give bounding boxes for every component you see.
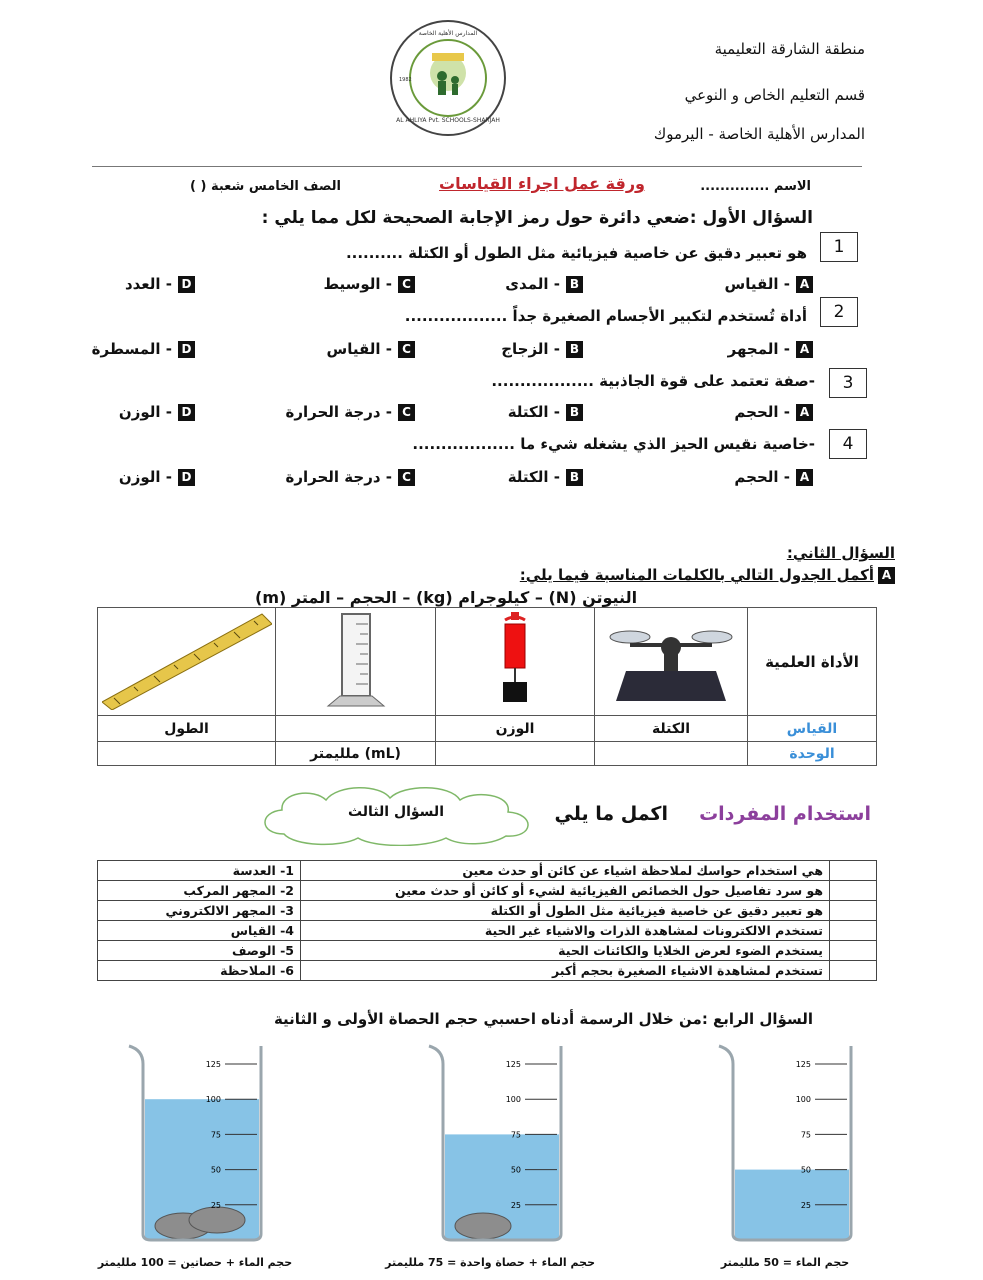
q1-item3-option-a[interactable] xyxy=(734,403,813,421)
svg-text:المدارس الأهلية الخاصة: المدارس الأهلية الخاصة xyxy=(418,30,478,37)
header-school: المدارس الأهلية الخاصة - اليرموك xyxy=(653,125,865,143)
option-letter: B xyxy=(566,276,583,293)
beaker-caption: حجم الماء + حصاتين = 100 ملليمتر xyxy=(97,1256,293,1269)
spring-scale-icon xyxy=(485,610,545,710)
scale-label: 75 xyxy=(800,1130,811,1140)
option-letter: D xyxy=(178,404,195,421)
q1-item1-option-c[interactable] xyxy=(323,275,415,293)
table-row xyxy=(98,941,877,961)
beaker-caption: حجم الماء + حصاة واحدة = 75 ملليمتر xyxy=(385,1256,595,1269)
q1-item2-option-d[interactable] xyxy=(92,340,195,358)
term-cell: 2- المجهر المركب xyxy=(98,881,301,901)
beaker-icon xyxy=(115,1040,275,1252)
option-letter: A xyxy=(796,276,813,293)
answer-box[interactable] xyxy=(830,941,877,961)
term-cell: 5- الوصف xyxy=(98,941,301,961)
q2-word-bank: النيوتن (N) – كيلوجرام (kg) – الحجم – المتر (m) xyxy=(255,588,638,607)
q2-part-a xyxy=(520,566,895,584)
option-label: - الكتلة xyxy=(507,468,560,486)
q1-item3-text: -صفة تعتمد على قوة الجاذبية .................. xyxy=(491,372,815,390)
row-label-tool: الأداة العلمية xyxy=(748,608,877,716)
option-label: - الوسيط xyxy=(323,275,392,293)
q1-title: السؤال الأول :ضعي دائرة حول رمز الإجابة الصحيحة لكل مما يلي : xyxy=(261,208,813,228)
q1-item4-option-c[interactable] xyxy=(286,468,415,486)
school-logo xyxy=(388,18,508,138)
cell-graduated-cylinder xyxy=(276,608,436,716)
answer-box[interactable] xyxy=(830,921,877,941)
option-label: - الكتلة xyxy=(507,403,560,421)
header-district: منطقة الشارقة التعليمية xyxy=(714,40,865,58)
scale-label: 100 xyxy=(505,1095,521,1105)
term-cell: 1- العدسة xyxy=(98,861,301,881)
term-cell: 6- الملاحظة xyxy=(98,961,301,981)
option-label: - القياس xyxy=(724,275,790,293)
balance-scale-icon xyxy=(606,615,736,705)
svg-text:1982: 1982 xyxy=(399,77,412,83)
option-letter: D xyxy=(178,469,195,486)
stone xyxy=(189,1207,245,1233)
beaker-figure xyxy=(705,1040,865,1280)
option-label: - القياس xyxy=(326,340,392,358)
measure-cell[interactable]: الطول xyxy=(98,716,276,742)
q1-item2-option-c[interactable] xyxy=(327,340,415,358)
q1-item1-option-b[interactable] xyxy=(505,275,583,293)
q2-part-letter: A xyxy=(878,567,895,584)
q1-item1-number: 1 xyxy=(820,232,858,262)
option-label: - درجة الحرارة xyxy=(285,468,392,486)
cell-spring-scale xyxy=(436,608,595,716)
class-field-label: الصف الخامس شعبة ( ) xyxy=(190,179,341,194)
q1-item1-text: هو تعبير دقيق عن خاصية فيزيائية مثل الطول أو الكتلة .......... xyxy=(345,244,807,262)
q1-item4-text: -خاصية نقيس الحيز الذي يشغله شيء ما .................. xyxy=(412,435,815,453)
option-label: - الوزن xyxy=(118,468,172,486)
option-label: - الحجم xyxy=(734,468,790,486)
graduated-cylinder-icon xyxy=(306,610,406,710)
answer-box[interactable] xyxy=(830,881,877,901)
definition-cell: تستخدم لمشاهدة الاشياء الصغيرة بحجم أكبر xyxy=(301,961,830,981)
q1-item3-option-b[interactable] xyxy=(508,403,583,421)
scale-label: 100 xyxy=(205,1095,221,1105)
scale-label: 125 xyxy=(795,1060,811,1069)
measure-cell[interactable] xyxy=(276,716,436,742)
q3-instruction: اكمل ما يلي xyxy=(554,803,668,825)
option-label: - درجة الحرارة xyxy=(285,403,392,421)
q1-item4-number: 4 xyxy=(829,429,867,459)
option-letter: B xyxy=(566,341,583,358)
q2-part-text: أكمل الجدول التالي بالكلمات المناسبة فيما يلي: xyxy=(519,566,874,584)
scale-label: 125 xyxy=(505,1060,521,1069)
option-label: - الوزن xyxy=(118,403,172,421)
beaker-figure xyxy=(97,1040,293,1280)
q3-matching-table xyxy=(97,860,877,981)
scale-label: 75 xyxy=(210,1130,221,1140)
q1-item4-option-d[interactable] xyxy=(119,468,195,486)
q3-cloud xyxy=(254,786,538,846)
q1-item4-option-b[interactable] xyxy=(508,468,583,486)
q1-item3-option-c[interactable] xyxy=(286,403,415,421)
option-letter: B xyxy=(566,404,583,421)
table-row xyxy=(98,861,877,881)
q1-item1-option-a[interactable] xyxy=(725,275,813,293)
scale-label: 50 xyxy=(800,1165,811,1175)
answer-box[interactable] xyxy=(830,901,877,921)
option-label: - الحجم xyxy=(734,403,790,421)
measure-cell[interactable]: الكتلة xyxy=(595,716,748,742)
vocab-heading: استخدام المفردات xyxy=(699,803,871,825)
stone xyxy=(455,1213,511,1239)
option-label: - المجهر xyxy=(727,340,790,358)
beaker-icon xyxy=(705,1040,865,1252)
option-label: - العدد xyxy=(124,275,172,293)
option-letter: C xyxy=(398,469,415,486)
option-letter: A xyxy=(796,341,813,358)
q1-item3-number: 3 xyxy=(829,368,867,398)
option-letter: D xyxy=(178,341,195,358)
answer-box[interactable] xyxy=(830,961,877,981)
option-letter: C xyxy=(398,404,415,421)
scale-label: 25 xyxy=(800,1200,811,1210)
scale-label: 100 xyxy=(795,1095,811,1105)
table-row xyxy=(98,901,877,921)
cell-ruler xyxy=(98,608,276,716)
q1-item2-text: أداة تُستخدم لتكبير الأجسام الصغيرة جداً .................. xyxy=(404,307,807,325)
cloud-label: السؤال الثالث xyxy=(347,804,444,820)
scale-label: 50 xyxy=(210,1165,221,1175)
unit-cell[interactable]: ملليمتر (mL) xyxy=(276,742,436,766)
option-letter: C xyxy=(398,341,415,358)
row-label-measure: القياس xyxy=(748,716,877,742)
beaker-caption: حجم الماء = 50 ملليمتر xyxy=(720,1256,850,1269)
term-cell: 3- المجهر الالكتروني xyxy=(98,901,301,921)
ruler-icon xyxy=(102,610,272,710)
q4-title: السؤال الرابع :من خلال الرسمة أدناه احسبي حجم الحصاة الأولى و الثانية xyxy=(273,1010,813,1028)
definition-cell: هي استخدام حواسك لملاحظة اشياء عن كائن أو حدث معين xyxy=(301,861,830,881)
row-label-unit: الوحدة xyxy=(748,742,877,766)
unit-cell[interactable] xyxy=(98,742,276,766)
option-label: - الزجاج xyxy=(501,340,560,358)
scale-label: 125 xyxy=(205,1060,221,1069)
beaker-group xyxy=(0,1040,983,1280)
unit-cell[interactable] xyxy=(595,742,748,766)
definition-cell: تستخدم الالكترونات لمشاهدة الذرات والاشياء غير الحية xyxy=(301,921,830,941)
definition-cell: يستخدم الضوء لعرض الخلايا والكائنات الحية xyxy=(301,941,830,961)
answer-box[interactable] xyxy=(830,861,877,881)
header-divider xyxy=(92,166,862,167)
scale-label: 25 xyxy=(510,1200,521,1210)
beaker-icon xyxy=(415,1040,575,1252)
svg-text:AL AHLIYA Pvt. SCHOOLS-SHARJAH: AL AHLIYA Pvt. SCHOOLS-SHARJAH xyxy=(396,117,500,124)
unit-cell[interactable] xyxy=(436,742,595,766)
option-letter: A xyxy=(796,469,813,486)
q1-item1-option-d[interactable] xyxy=(125,275,195,293)
definition-cell: هو تعبير دقيق عن خاصية فيزيائية مثل الطول أو الكتلة xyxy=(301,901,830,921)
scale-label: 50 xyxy=(510,1165,521,1175)
q1-item2-number: 2 xyxy=(820,297,858,327)
beaker-figure xyxy=(385,1040,595,1280)
table-row xyxy=(98,881,877,901)
cell-balance xyxy=(595,608,748,716)
option-letter: A xyxy=(796,404,813,421)
option-letter: D xyxy=(178,276,195,293)
scale-label: 25 xyxy=(210,1200,221,1210)
q2-table xyxy=(97,607,877,766)
option-label: - المدى xyxy=(505,275,560,293)
header-department: قسم التعليم الخاص و النوعي xyxy=(684,86,865,104)
q1-item2-option-b[interactable] xyxy=(501,340,583,358)
table-row xyxy=(98,961,877,981)
option-letter: B xyxy=(566,469,583,486)
option-label: - المسطرة xyxy=(91,340,172,358)
q2-title: السؤال الثاني: xyxy=(786,544,895,562)
worksheet-title: ورقة عمل اجراء القياسات xyxy=(439,174,645,193)
scale-label: 75 xyxy=(510,1130,521,1140)
term-cell: 4- القياس xyxy=(98,921,301,941)
definition-cell: هو سرد تفاصيل حول الخصائص الفيزيائية لشيء أو كائن أو حدث معين xyxy=(301,881,830,901)
name-field-label: الاسم .............. xyxy=(700,179,811,194)
q1-item3-option-d[interactable] xyxy=(119,403,195,421)
table-row xyxy=(98,921,877,941)
option-letter: C xyxy=(398,276,415,293)
measure-cell[interactable]: الوزن xyxy=(436,716,595,742)
q1-item4-option-a[interactable] xyxy=(734,468,813,486)
q1-item2-option-a[interactable] xyxy=(728,340,813,358)
